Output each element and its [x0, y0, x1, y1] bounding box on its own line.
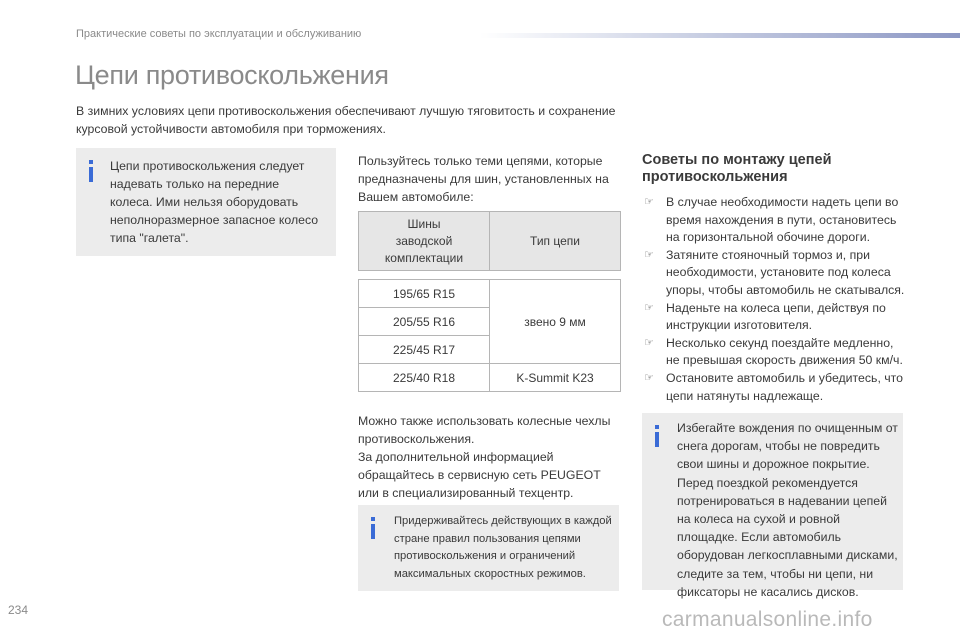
note-front-wheels-text: Цепи противоскольжения следует надевать только на передние колеса. Ими нельзя оборудовать неполноразмерное запасное колесо типа "галета". — [110, 159, 319, 245]
chain-type-group: звено 9 мм — [490, 280, 621, 364]
arrow-bullet-icon: ☞ — [644, 336, 654, 349]
list-item: ☞ Наденьте на колеса цепи, действуя по инструкции изготовителя. — [644, 300, 886, 333]
info-icon — [88, 160, 94, 182]
note-rules-text: Придерживайтесь действующих в каждой стране правил пользования цепями противоскольжения и ограничений максимальных скоростных режимов. — [394, 515, 612, 580]
arrow-bullet-icon: ☞ — [644, 248, 654, 261]
list-item: ☞ В случае необходимости надеть цепи во время нахождения в пути, остановитесь на горизонтальной обочине дороги. — [644, 195, 899, 245]
tire-chain-table — [358, 211, 621, 392]
page-header: Практические советы по эксплуатации и обслуживанию — [76, 28, 362, 40]
header-gradient-bar — [480, 33, 960, 38]
chains-intro: Пользуйтесь только теми цепями, которые предназначены для шин, установленных на Вашем автомобиле: — [358, 154, 609, 204]
chain-type-single: K-Summit K23 — [490, 364, 621, 392]
table-header-chain: Тип цепи — [490, 212, 621, 271]
note-avoid-clean-roads — [642, 413, 903, 599]
snow-socks-text: Можно также использовать колесные чехлы противоскольжения. За дополнительной информацией обращайтесь в сервисную сеть PEUGEOT или в специализированный техцентр. — [358, 414, 611, 500]
list-item: ☞ Несколько секунд поездайте медленно, не превышая скорость движения 50 км/ч. — [644, 335, 903, 368]
arrow-bullet-icon: ☞ — [644, 301, 654, 314]
info-icon — [654, 425, 660, 447]
tips-heading: Советы по монтажу цепей противоскольжения — [642, 152, 832, 185]
page-title: Цепи противоскольжения — [75, 60, 389, 90]
info-icon — [370, 517, 376, 539]
arrow-bullet-icon: ☞ — [644, 196, 654, 208]
table-header-tires: Шины заводской комплектации — [359, 212, 490, 271]
list-item: ☞ Затяните стояночный тормоз и, при необходимости, установите под колеса упоры, чтобы автомобиль не скатывался. — [644, 247, 905, 297]
arrow-bullet-icon: ☞ — [644, 371, 654, 384]
note-front-wheels — [76, 148, 336, 256]
page-number: 234 — [8, 603, 29, 617]
note-rules — [358, 505, 619, 591]
table-row: 205/55 R16 — [359, 308, 490, 336]
table-row: 195/65 R15 — [359, 280, 490, 308]
table-row: 225/40 R18 — [359, 364, 490, 392]
table-row: 225/45 R17 — [359, 336, 490, 364]
intro-paragraph: В зимних условиях цепи противоскольжения обеспечивают лучшую тяговитость и сохранение курсовой устойчивости автомобиля при торможениях. — [76, 104, 616, 136]
tips-list — [642, 194, 908, 405]
list-item: ☞ Остановите автомобиль и убедитесь, что цепи натянуты надлежаще. — [644, 370, 904, 403]
watermark: carmanualsonline.info — [662, 608, 873, 631]
note-avoid-text: Избегайте вождения по очищенным от снега дорогам, чтобы не повредить свои шины и дорожное покрытие. Перед поездкой рекомендуется потренироваться в надевании цепей на колеса на сухой и ровной площадке. Если автомобиль оборудован легкосплавными дисками, следите за тем, чтобы ни цепи, ни фиксаторы не касались дисков. — [677, 421, 898, 599]
